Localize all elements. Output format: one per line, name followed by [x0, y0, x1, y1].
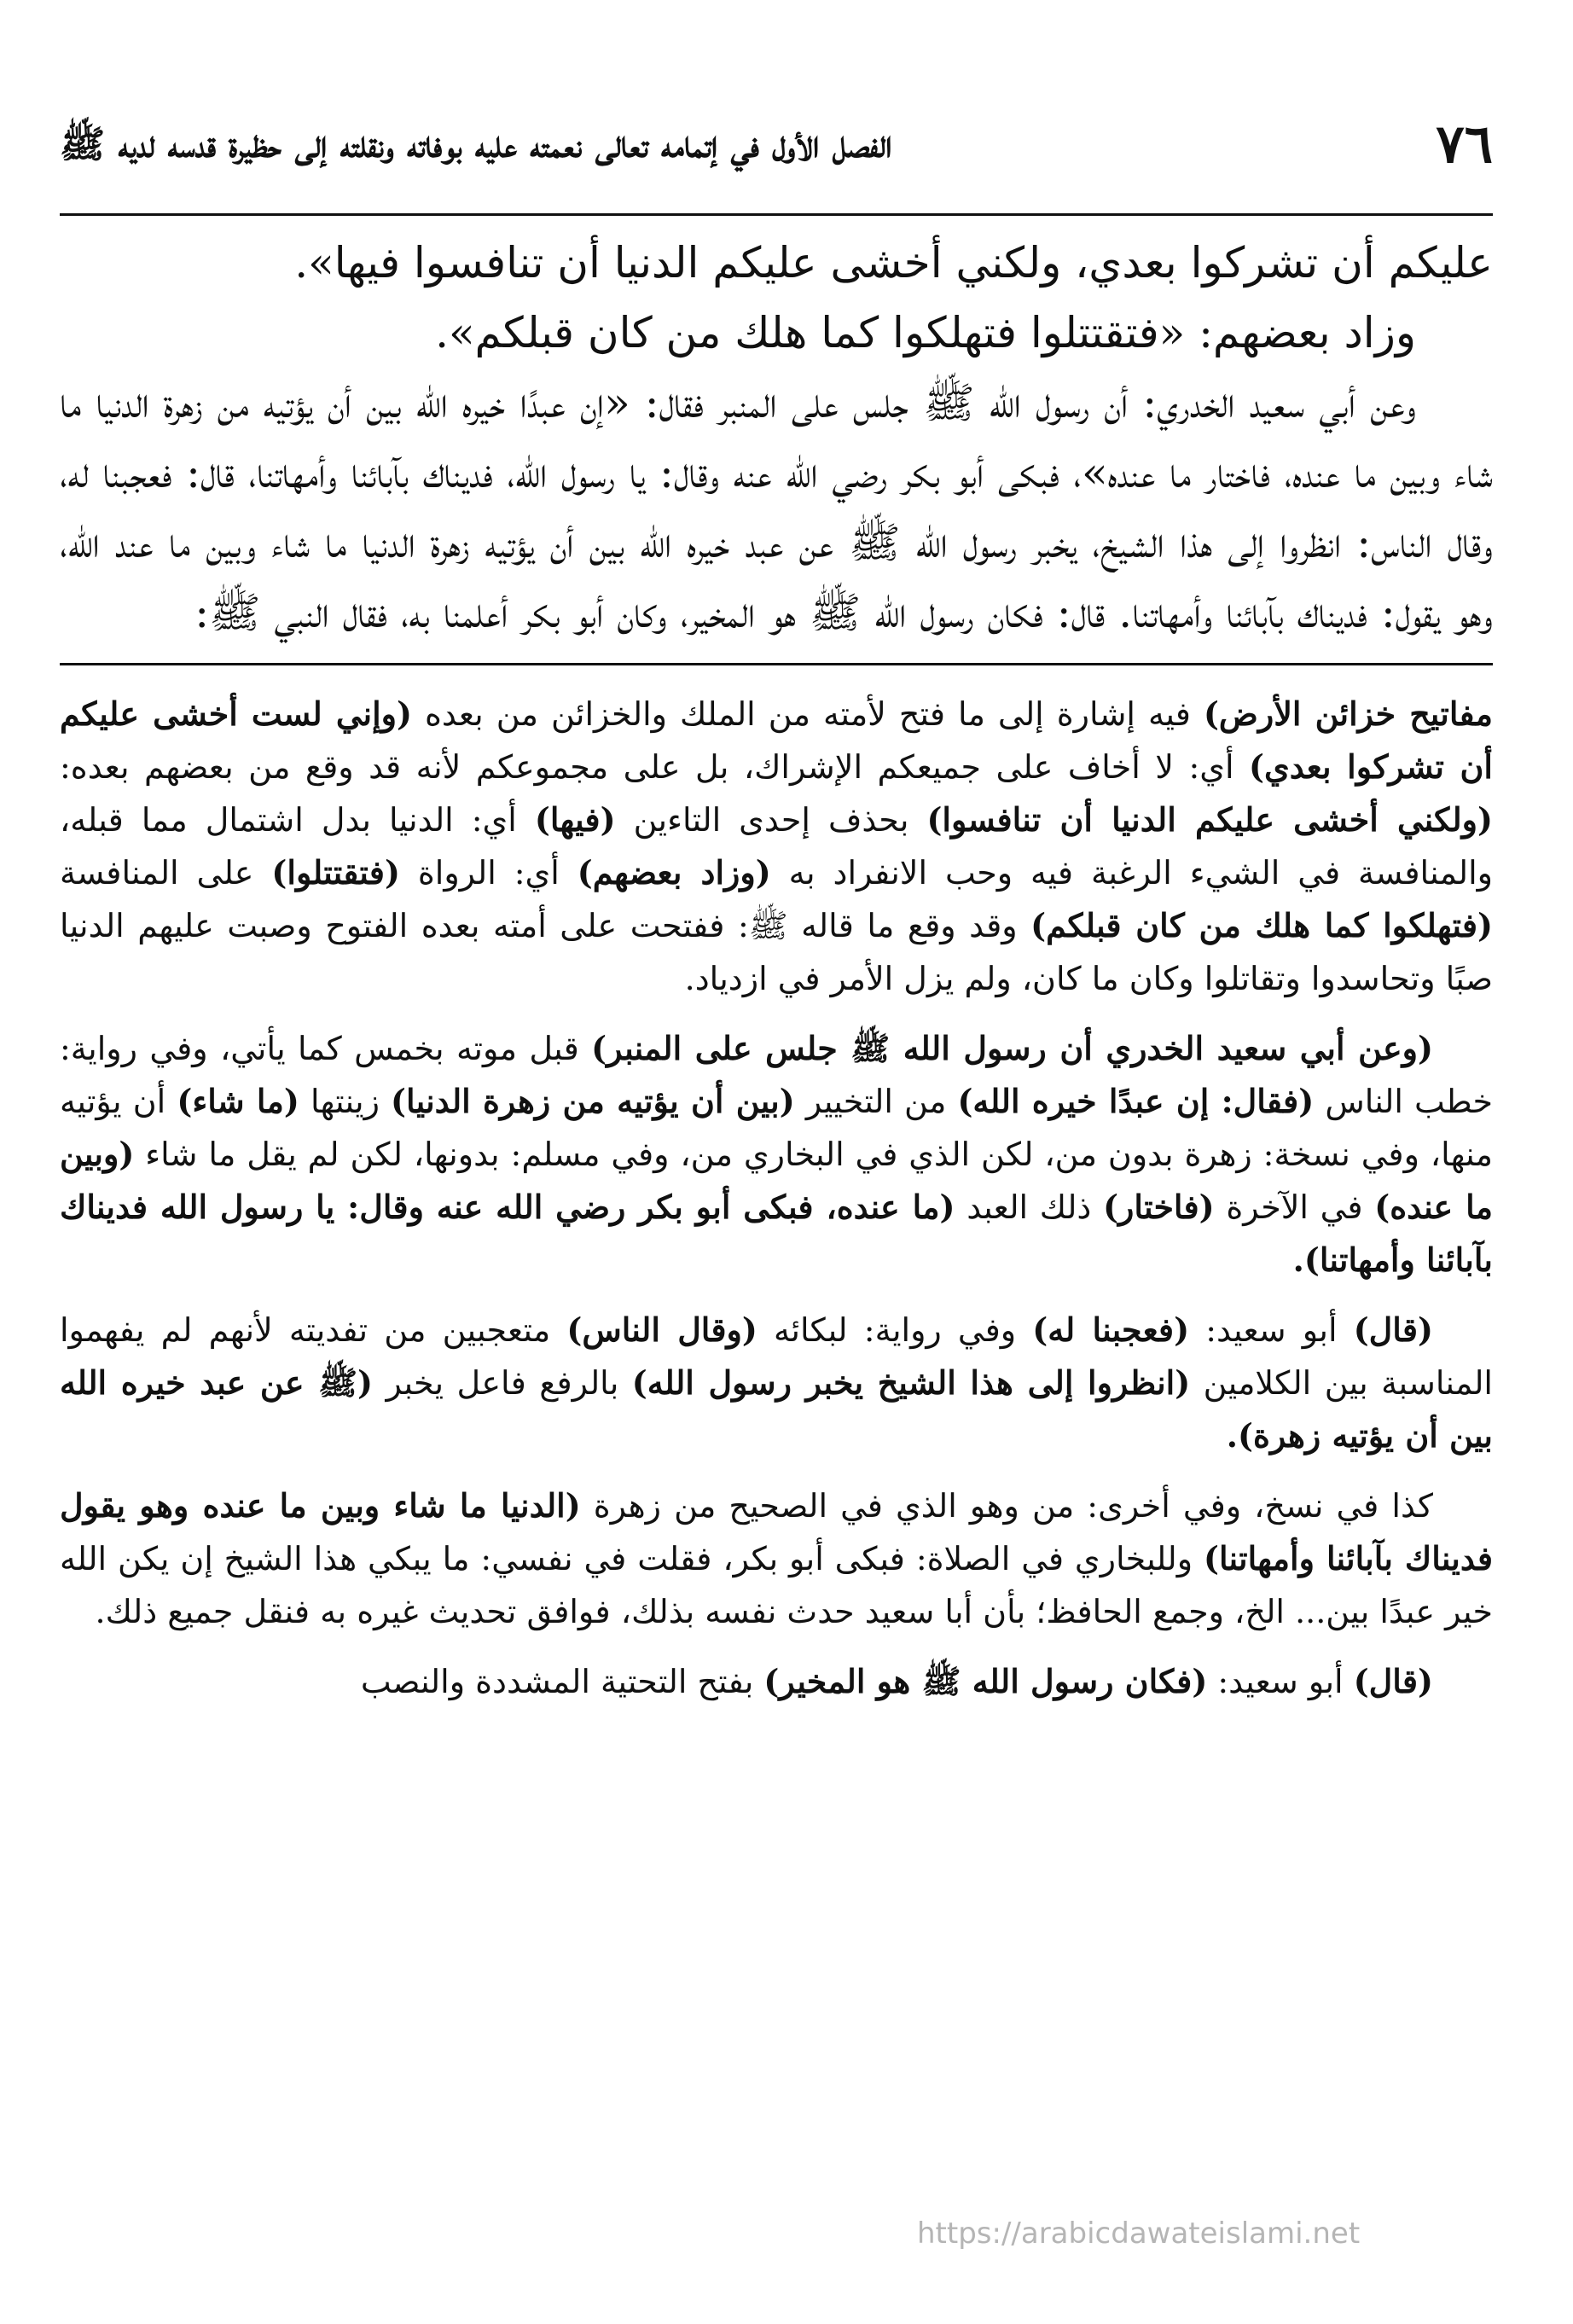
- commentary-text: أبو سعيد:: [1207, 1663, 1354, 1700]
- quoted-text: (ولكني أخشى عليكم الدنيا أن تنافسوا): [926, 800, 1493, 839]
- commentary-text: أي: لا أخاف على جميعكم الإشراك، بل على مجموعكم لأنه قد وقع من بعضهم بعده:: [60, 748, 1249, 786]
- quoted-text: (ﷺ عن عبد خيره الله بين أن يؤتيه زهرة).: [60, 1363, 1493, 1455]
- commentary-text: وفي رواية: لبكائه: [757, 1311, 1033, 1349]
- quoted-text: (فيها): [534, 800, 616, 839]
- section-divider: [60, 663, 1493, 665]
- page-number: ٧٦: [1436, 113, 1493, 175]
- commentary-text: من التخيير: [794, 1083, 958, 1120]
- commentary-text: أي: الدنيا بدل اشتمال مما قبله، والمنافسة في الشيء الرغبة فيه وحب الانفراد به: [60, 801, 1493, 892]
- running-title: الفصل الأول في إتمامه تعالى نعمته عليه بوفاته ونقلته إلى حظيرة قدسه لديه ﷺ: [60, 123, 892, 166]
- quoted-text: (فكان رسول الله ﷺ هو المخير): [763, 1662, 1208, 1700]
- quoted-text: (انظروا إلى هذا الشيخ يخبر رسول الله): [631, 1363, 1191, 1402]
- commentary-text: أن يؤتيه منها، وفي نسخة: زهرة بدون من، لكن الذي في البخاري من، وفي مسلم: بدونها، لكن لم يقل ما شاء: [60, 1083, 1493, 1173]
- main-text: [60, 228, 1493, 648]
- commentary-paragraph: [60, 1479, 1493, 1638]
- commentary-paragraph: [60, 688, 1493, 1005]
- quoted-text: (وإني لست أخشى عليكم أن تشركوا بعدي): [60, 694, 1493, 786]
- commentary-text: متعجبين من تفديته لأنهم لم يفهموا المناسبة بين الكلامين: [60, 1311, 1493, 1402]
- commentary-text: بحذف إحدى التاءين: [615, 801, 927, 839]
- quoted-text: (فعجبنا له): [1032, 1310, 1190, 1349]
- book-page: [60, 85, 1493, 1725]
- quoted-text: مفاتيح خزائن الأرض): [1203, 694, 1493, 733]
- quoted-text: (وبين ما عنده): [60, 1135, 1494, 1226]
- commentary-text: وقد وقع ما قاله ﷺ: ففتحت على أمته بعده الفتوح وصبت عليهم الدنيا صبًا وتحاسدوا وتقاتلوا وكان ما كان، ولم يزل الأمر في ازدياد.: [60, 907, 1493, 997]
- commentary-paragraph: [60, 1304, 1493, 1462]
- commentary-text: ذلك العبد: [955, 1188, 1104, 1226]
- quoted-text: (وزاد بعضهم): [577, 853, 771, 892]
- quoted-text: (بين أن يؤتيه من زهرة الدنيا): [391, 1082, 795, 1120]
- commentary-text: بالرفع فاعل يخبر: [373, 1364, 632, 1402]
- commentary-text: قبل موته بخمس كما يأتي، وفي رواية: خطب الناس: [60, 1030, 1493, 1120]
- commentary-paragraph: [60, 1022, 1493, 1287]
- page-header: [60, 85, 1493, 216]
- quoted-text: (ما شاء): [177, 1082, 299, 1120]
- watermark-url: https://arabicdawateislami.net: [917, 2217, 1361, 2251]
- commentary: [60, 688, 1493, 1708]
- quoted-text: (فتهلكوا كما هلك من كان قبلكم): [1030, 906, 1493, 944]
- commentary-text: وللبخاري في الصلاة: فبكى أبو بكر، فقلت في نفسي: ما يبكي هذا الشيخ إن يكن الله خير عبدًا بين... الخ، وجمع الحافظ؛ بأن أبا سعيد حدث نفسه بذلك، فوافق تحديث غيره به فنقل جميع ذلك.: [60, 1540, 1493, 1630]
- main-text-paragraph: وزاد بعضهم: «فتقتتلوا فتهلكوا كما هلك من كان قبلكم».: [435, 308, 1416, 357]
- quoted-text: (الدنيا ما شاء وبين ما عنده وهو يقول فديناك بآبائنا وأمهاتنا): [60, 1486, 1493, 1577]
- quoted-text: (قال): [1353, 1662, 1433, 1700]
- quoted-text: (فقال: إن عبدًا خيره الله): [957, 1082, 1315, 1120]
- commentary-text: أي: الرواة: [399, 854, 578, 892]
- commentary-text: كذا في نسخ، وفي أخرى: من وهو الذي في الصحيح من زهرة: [580, 1487, 1433, 1525]
- commentary-text: بفتح التحتية المشددة والنصب: [360, 1663, 764, 1700]
- commentary-text: أبو سعيد:: [1189, 1311, 1354, 1349]
- main-text-paragraph: وعن أبي سعيد الخدري: أن رسول الله ﷺ جلس على المنبر فقال: «إن عبدًا خيره الله بين أن يؤتيه من زهرة الدنيا ما شاء وبين ما عنده، فاختار ما عنده»، فبكى أبو بكر رضي الله عنه وقال: يا رسول الله، فديناك بآبائنا وأمهاتنا، قال: فعجبنا له، وقال الناس: انظروا إلى هذا الشيخ، يخبر رسول الله ﷺ عن عبد خيره الله بين أن يؤتيه زهرة الدنيا ما شاء وبين ما عند الله، وهو يقول: فديناك بآبائنا وأمهاتنا. قال: فكان رسول الله ﷺ هو المخير، وكان أبو بكر أعلمنا به، فقال النبي ﷺ:: [60, 378, 1494, 637]
- main-text-paragraph: عليكم أن تشركوا بعدي، ولكني أخشى عليكم الدنيا أن تنافسوا فيها».: [294, 238, 1493, 288]
- quoted-text: (وقال الناس): [566, 1310, 757, 1349]
- quoted-text: (فتقتتلوا): [271, 853, 400, 892]
- quoted-text: (قال): [1353, 1310, 1434, 1349]
- quoted-text: (وعن أبي سعيد الخدري أن رسول الله ﷺ جلس على المنبر): [591, 1029, 1433, 1067]
- commentary-paragraph: [60, 1655, 1493, 1708]
- commentary-text: زينتها: [299, 1083, 392, 1120]
- commentary-text: فيه إشارة إلى ما فتح لأمته من الملك والخزائن من بعده: [411, 695, 1204, 733]
- quoted-text: (فاختار): [1103, 1188, 1215, 1226]
- commentary-text: في الآخرة: [1214, 1188, 1375, 1226]
- quoted-text: (ما عنده، فبكى أبو بكر رضي الله عنه وقال: يا رسول الله فديناك بآبائنا وأمهاتنا).: [60, 1188, 1493, 1279]
- commentary-text: على المنافسة: [60, 854, 272, 892]
